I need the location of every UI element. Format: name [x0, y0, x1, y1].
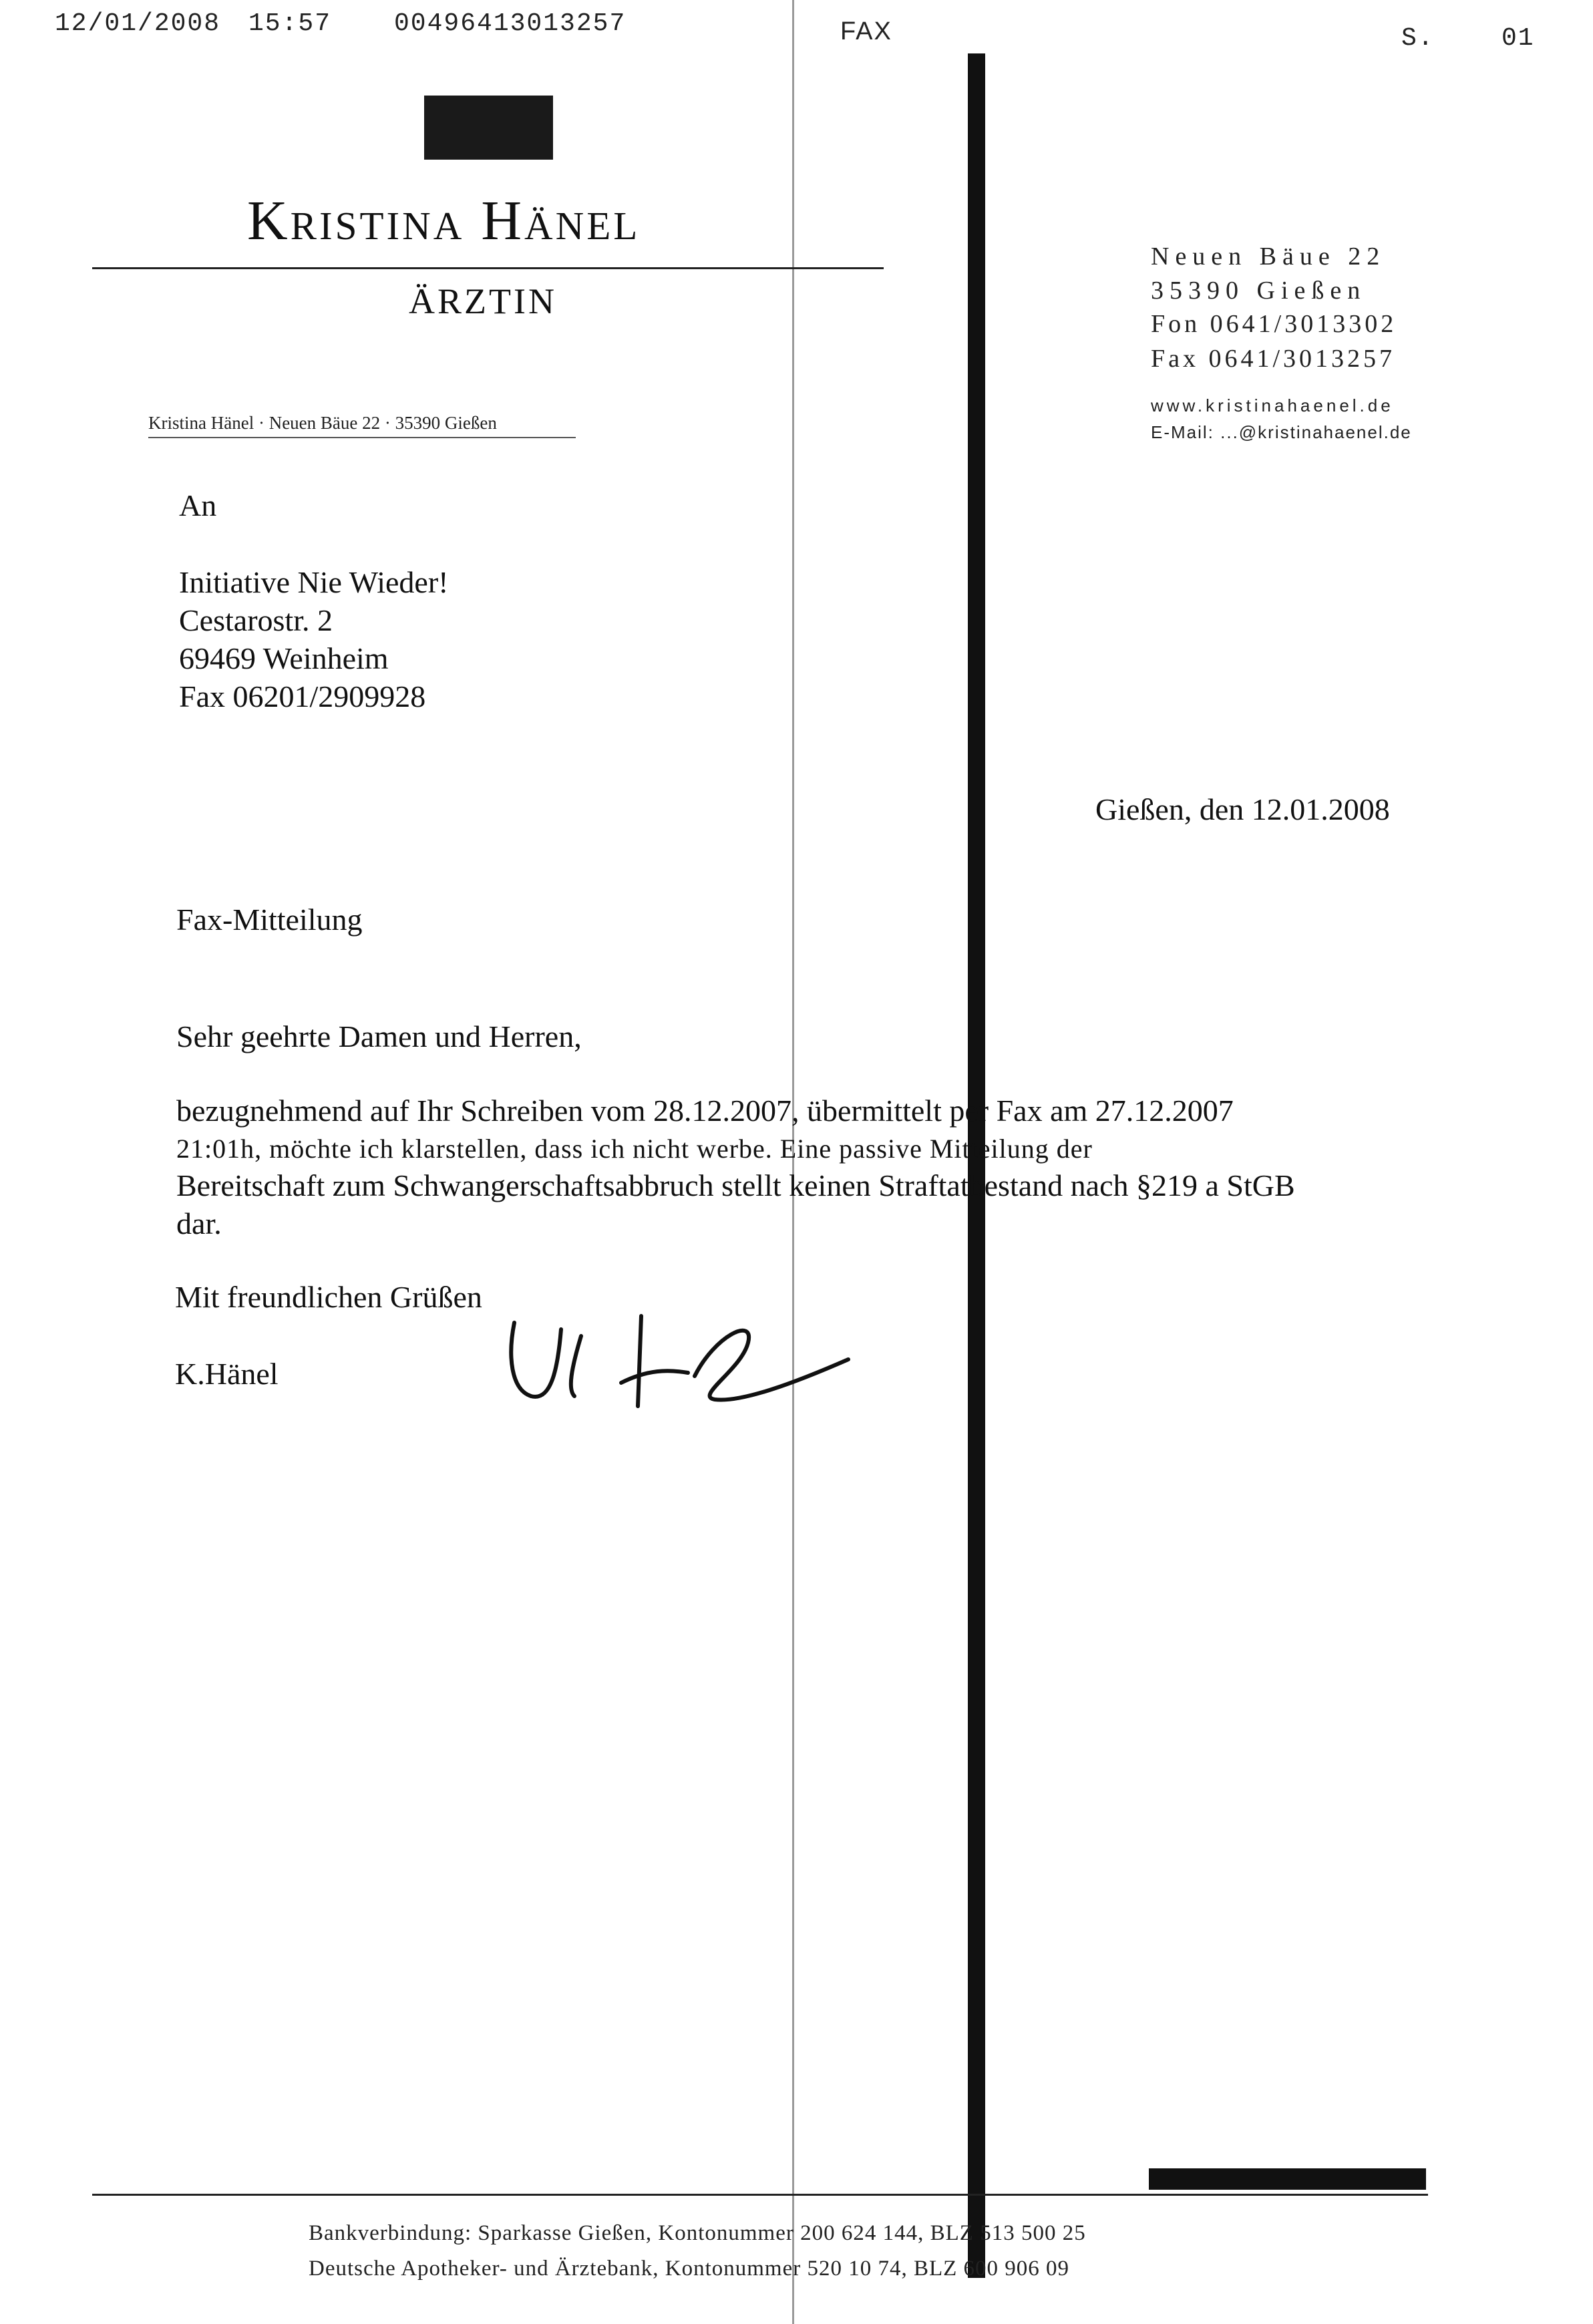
letterhead-title: ÄRZTIN — [409, 281, 557, 321]
recipient-fax: Fax 06201/2909928 — [179, 679, 426, 713]
body-line: bezugnehmend auf Ihr Schreiben vom 28.12.2007, übermittelt per Fax am 27.12.2007 — [176, 1094, 1234, 1128]
sender-return-address: Kristina Hänel · Neuen Bäue 22 · 35390 Gießen — [148, 413, 497, 433]
letter-subject: Fax-Mitteilung — [176, 902, 363, 937]
letterhead-name: Kristina Hänel — [247, 190, 641, 252]
recipient-street: Cestarostr. 2 — [179, 603, 333, 637]
signature-name: K.Hänel — [175, 1357, 279, 1391]
body-line: dar. — [176, 1206, 222, 1240]
footer-bank-line-1: Bankverbindung: Sparkasse Gießen, Kontonummer 200 624 144, BLZ 513 500 25 — [309, 2221, 1086, 2245]
handwritten-signature — [494, 1296, 855, 1423]
recipient-name: Initiative Nie Wieder! — [179, 565, 449, 599]
body-line: 21:01h, möchte ich klarstellen, dass ich nicht werbe. Eine passive Mitteilung der — [176, 1134, 1093, 1164]
footer-black-bar — [1149, 2168, 1426, 2190]
contact-email: E-Mail: ...@kristinahaenel.de — [1151, 422, 1412, 442]
contact-street: Neuen Bäue 22 — [1151, 242, 1386, 271]
fax-page-number: 01 — [1501, 24, 1535, 53]
recipient-to: An — [179, 488, 217, 522]
scan-streak — [968, 53, 985, 2278]
letterhead-rule — [92, 267, 884, 269]
fax-page-label: S. — [1401, 24, 1435, 53]
body-line: Bereitschaft zum Schwangerschaftsabbruch stellt keinen Straftatbestand nach §219 a StGB — [176, 1168, 1295, 1202]
contact-website: www.kristinahaenel.de — [1151, 395, 1394, 416]
recipient-city: 69469 Weinheim — [179, 641, 389, 675]
contact-phone: Fon 0641/3013302 — [1151, 310, 1397, 338]
fax-label: FAX — [840, 17, 892, 45]
letter-closing: Mit freundlichen Grüßen — [175, 1280, 482, 1314]
logo-redaction-block — [424, 96, 553, 160]
letter-date: Gießen, den 12.01.2008 — [1095, 792, 1390, 826]
fax-date: 12/01/2008 — [55, 9, 221, 38]
fax-time: 15:57 — [248, 9, 332, 38]
fax-sender-number: 00496413013257 — [394, 9, 627, 38]
contact-city: 35390 Gießen — [1151, 277, 1367, 305]
footer-bank-line-2: Deutsche Apotheker- und Ärztebank, Kontonummer 520 10 74, BLZ 600 906 09 — [309, 2257, 1070, 2281]
footer-rule — [92, 2194, 1428, 2196]
sender-return-rule — [148, 437, 576, 438]
contact-fax: Fax 0641/3013257 — [1151, 345, 1396, 373]
letter-greeting: Sehr geehrte Damen und Herren, — [176, 1019, 582, 1053]
